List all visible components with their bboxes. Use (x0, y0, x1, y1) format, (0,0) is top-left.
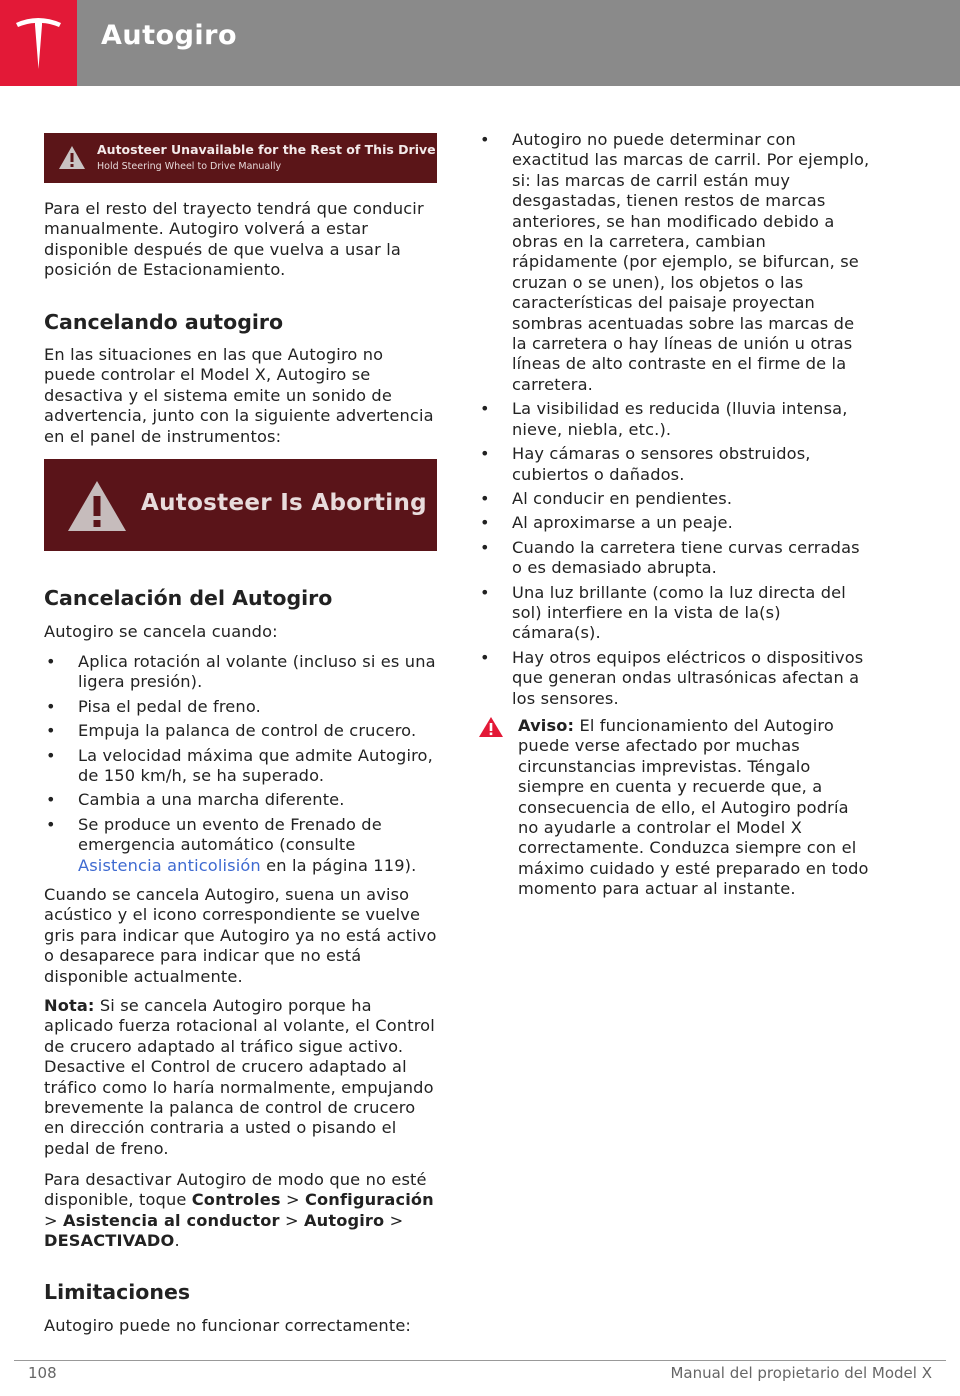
autosteer-aborting-banner (44, 459, 437, 551)
list-item (44, 815, 439, 876)
tesla-t-icon (14, 15, 63, 71)
heading-limitaciones: Limitaciones (44, 1280, 191, 1304)
heading-cancelacion-autogiro: Cancelación del Autogiro (44, 586, 333, 610)
limitations-list (478, 130, 873, 713)
cancel-sound-paragraph: Cuando se cancela Autogiro, suena un aviso acústico y el icono correspondiente se vuelve gris para indicar que Autogiro ya no está activo o desaparece para indicar que no está disponible actualmente. (44, 885, 437, 986)
note-paragraph (44, 996, 439, 1159)
autogiro-label: Autogiro (303, 1210, 385, 1230)
configuracion-label: Configuración (304, 1190, 434, 1210)
disable-text: Para desactivar Autogiro de modo que no esté disponible, toque (44, 1170, 427, 1210)
banner-title: Autosteer Is Aborting (141, 490, 427, 516)
separator: > (280, 1190, 305, 1210)
cancelation-list (44, 652, 439, 880)
note-label: Nota: (44, 996, 95, 1015)
desactivado-label: DESACTIVADO (44, 1231, 175, 1251)
list-item: • Al conducir en pendientes. (478, 489, 873, 509)
list-item: • Hay cámaras o sensores obstruidos, cubiertos o dañados. (478, 444, 873, 485)
list-item: • Pisa el pedal de freno. (44, 697, 439, 717)
heading-cancelando-autogiro: Cancelando autogiro (44, 310, 284, 334)
list-item: • Hay otros equipos eléctricos o dispositivos que generan ondas ultrasónicas afectan a los sensores. (478, 648, 873, 709)
banner-title: Autosteer Unavailable for the Rest of This Drive (97, 142, 436, 157)
list-item: • Autogiro no puede determinar con exactitud las marcas de carril. Por ejemplo, si: las marcas de carril están muy desgastadas, tienen restos de marcas anteriores, se han modificado debido a obras en la carretera, cambian rápidamente (por ejemplo, se bifurcan, se cruzan o se unen), los objetos o las características del paisaje proyectan sombras acentuadas sobre las marcas de la carretera o hay líneas de unión u otras líneas de alto contraste en el firme de la carretera. (478, 130, 873, 395)
disable-paragraph (44, 1170, 442, 1252)
separator: > (279, 1210, 304, 1230)
list-item-text: en la página 119). (260, 855, 417, 875)
warning-triangle-icon (66, 479, 128, 533)
list-item: • Una luz brillante (como la luz directa del sol) interfiere en la vista de la(s) cámara(s). (478, 583, 873, 644)
warning-label: Aviso: (518, 716, 575, 735)
separator: > (44, 1210, 64, 1230)
controles-label: Controles (191, 1190, 281, 1210)
page-title: Autogiro (101, 20, 238, 51)
asistencia-label: Asistencia al conductor (63, 1210, 280, 1230)
list-item: • Cuando la carretera tiene curvas cerradas o es demasiado abrupta. (478, 538, 873, 579)
separator: > (384, 1210, 404, 1230)
warning-triangle-icon (58, 145, 86, 170)
list-item: • Empuja la palanca de control de crucero. (44, 721, 439, 741)
list-item: • La visibilidad es reducida (lluvia intensa, nieve, niebla, etc.). (478, 399, 873, 440)
page-header (0, 0, 960, 86)
autosteer-unavailable-banner (44, 133, 437, 183)
list-item: • Al aproximarse a un peaje. (478, 513, 873, 533)
intro-paragraph: Para el resto del trayecto tendrá que conducir manualmente. Autogiro volverá a estar disponible después de que vuelva a usar la posición de Estacionamiento. (44, 199, 424, 280)
cancel-paragraph: En las situaciones en las que Autogiro no puede controlar el Model X, Autogiro se desactiva y el sistema emite un sonido de advertencia, junto con la siguiente advertencia en el panel de instrumentos: (44, 345, 434, 446)
manual-title: Manual del propietario del Model X (670, 1364, 932, 1382)
list-item: • Aplica rotación al volante (incluso si es una ligera presión). (44, 652, 439, 693)
limits-intro: Autogiro puede no funcionar correctamente: (44, 1316, 412, 1335)
period: . (174, 1231, 180, 1251)
tesla-logo (0, 0, 77, 86)
asistencia-anticolision-link[interactable]: Asistencia anticolisión (78, 855, 261, 875)
cancelation-intro: Autogiro se cancela cuando: (44, 622, 278, 641)
list-item: • La velocidad máxima que admite Autogiro, de 150 km/h, se ha superado. (44, 746, 439, 787)
warning-icon (478, 716, 504, 738)
footer-divider (14, 1360, 946, 1361)
list-item: • Cambia a una marcha diferente. (44, 790, 439, 810)
note-text: Si se cancela Autogiro porque ha aplicado fuerza rotacional al volante, el Control de crucero adaptado al tráfico sigue activo. Desactive el Control de crucero adaptado al tráfico como lo haría normalmente, empujando brevemente la palanca de control de crucero en dirección contraria a usted o pisando el pedal de freno. (44, 996, 435, 1158)
banner-subtitle: Hold Steering Wheel to Drive Manually (97, 161, 282, 172)
page-number: 108 (28, 1364, 57, 1382)
list-item-text: Se produce un evento de Frenado de emergencia automático (consulte (78, 814, 382, 855)
warning-text: El funcionamiento del Autogiro puede verse afectado por muchas circunstancias imprevistas. Téngalo siempre en cuenta y recuerde que, a consecuencia de ello, el Autogiro podría no ayudarle a controlar el Model X correctamente. Conduzca siempre con el máximo cuidado y esté preparado en todo momento para actuar al instante. (518, 716, 869, 899)
warning-paragraph (518, 716, 873, 900)
